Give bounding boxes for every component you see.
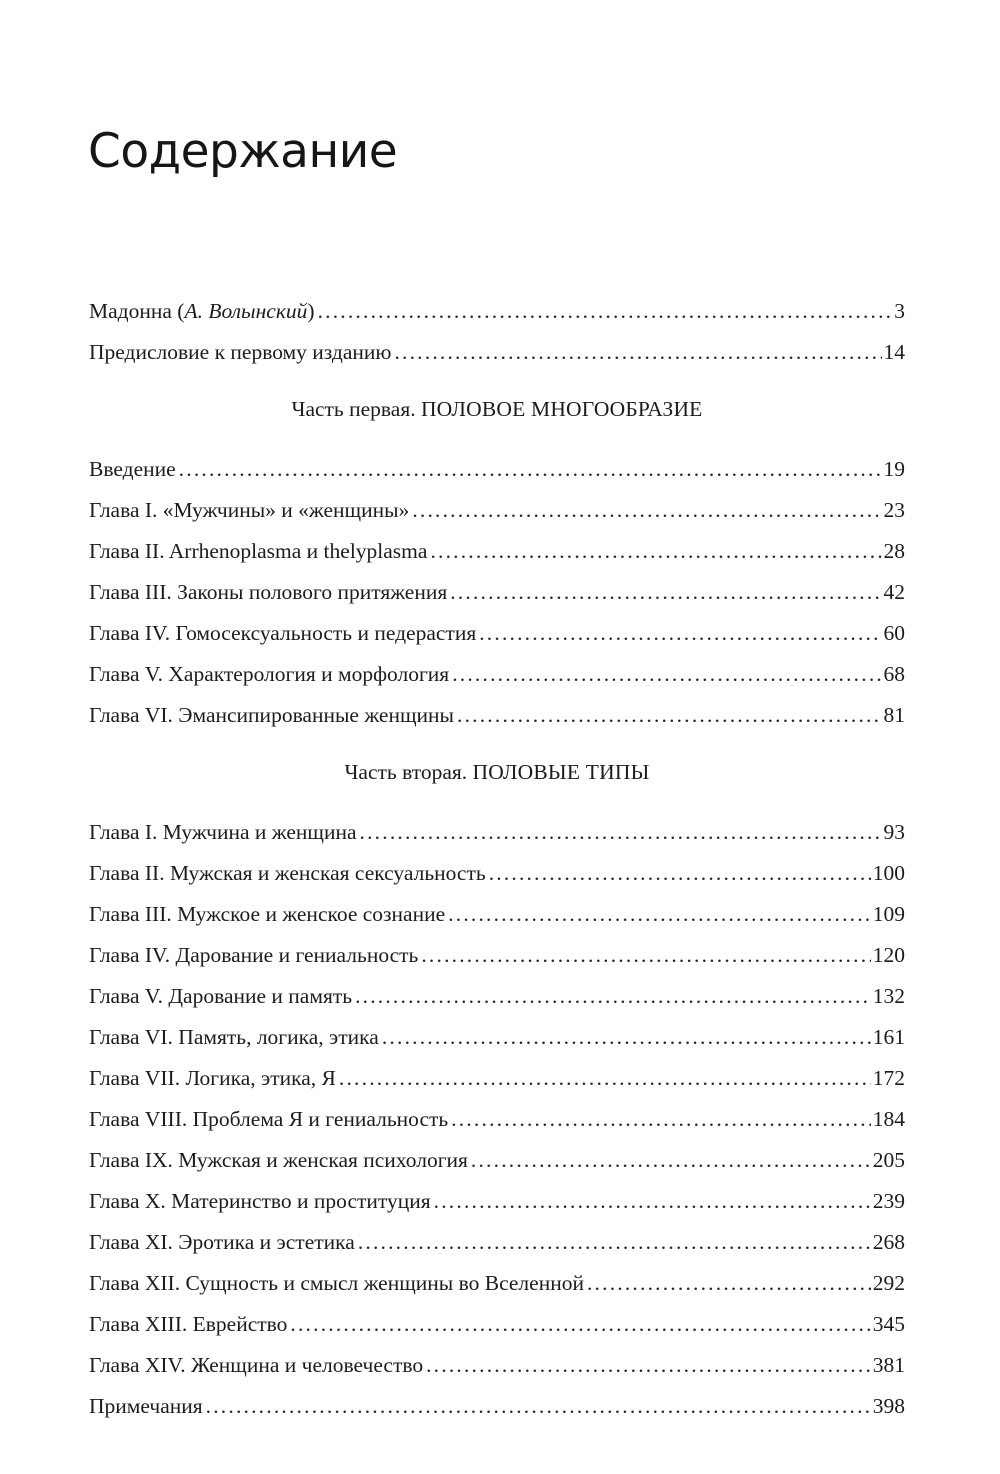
toc-page-number: 292 [872,1271,905,1295]
toc-page-number: 14 [883,340,905,364]
dot-leader [430,532,881,570]
toc-entry [89,1141,905,1182]
toc-page-number: 398 [872,1394,905,1418]
dot-leader [457,696,882,734]
toc-entry [89,491,905,532]
toc-entry-madonna [89,292,905,333]
toc-entry [89,532,905,573]
toc-entry-label: Глава V. Характерология и морфология [89,662,450,686]
toc-page-number: 132 [872,984,905,1008]
dot-leader [412,491,881,529]
toc-entry-label: Глава VI. Память, логика, этика [89,1025,379,1049]
dot-leader [394,333,881,371]
part-heading-1: Часть первая. ПОЛОВОЕ МНОГООБРАЗИЕ [291,397,703,421]
dot-leader [489,854,871,892]
toc-entry-label: Глава VIII. Проблема Я и гениальность [89,1107,449,1131]
part1-entries [89,450,905,737]
toc-entry [89,1346,905,1387]
toc-page-number: 19 [883,457,905,481]
dot-leader [355,977,871,1015]
dot-leader [358,1223,871,1261]
toc-entry-label: Введение [89,457,176,481]
toc-entry-label: Глава XI. Эротика и эстетика [89,1230,355,1254]
dot-leader [290,1305,870,1343]
dot-leader [206,1387,871,1425]
dot-leader [451,1100,871,1138]
toc-entry-label: Глава II. Мужская и женская сексуальность [89,861,486,885]
toc-entry [89,1223,905,1264]
toc-page-number: 268 [872,1230,905,1254]
dot-leader [382,1018,871,1056]
toc-page-number: 172 [872,1066,905,1090]
toc-entry-label: Глава IX. Мужская и женская психология [89,1148,468,1172]
toc-page-number: 60 [883,621,905,645]
toc-entry [89,1305,905,1346]
dot-leader [421,936,870,974]
toc-page-number: 345 [872,1312,905,1336]
toc-page-number: 205 [872,1148,905,1172]
toc-page-number: 184 [872,1107,905,1131]
toc-entry-label: Глава II. Arrhenoplasma и thelyplasma [89,539,428,563]
toc-entry [89,655,905,696]
toc-entry [89,1182,905,1223]
toc-entry-label: Примечания [89,1394,203,1418]
toc-entry [89,1018,905,1059]
dot-leader [318,292,893,330]
toc-page-number: 93 [883,820,905,844]
toc-entry-label: Глава I. Мужчина и женщина [89,820,357,844]
toc-entry [89,854,905,895]
toc-entry [89,1100,905,1141]
dot-leader [450,573,881,611]
dot-leader [179,450,882,488]
toc-page-number: 68 [883,662,905,686]
toc-entry-label: Глава I. «Мужчины» и «женщины» [89,498,410,522]
dot-leader [448,895,871,933]
toc-entry [89,977,905,1018]
dot-leader [434,1182,871,1220]
toc-page-number: 239 [872,1189,905,1213]
toc-entry [89,573,905,614]
toc-page-number: 120 [872,943,905,967]
toc-entry-label: Глава IV. Дарование и гениальность [89,943,419,967]
toc-entry-label: Глава III. Законы полового притяжения [89,580,448,604]
dot-leader [339,1059,871,1097]
toc-entry-label: Глава III. Мужское и женское сознание [89,902,446,926]
toc-page-number: 81 [883,703,905,727]
dot-leader [471,1141,871,1179]
toc-entry [89,1264,905,1305]
dot-leader [479,614,881,652]
toc-entry-label: Глава XIII. Еврейство [89,1312,288,1336]
toc-entry [89,450,905,491]
toc-entry [89,813,905,854]
toc-entry-label: Глава V. Дарование и память [89,984,353,1008]
toc-page-number: 381 [872,1353,905,1377]
toc-entry-label: Глава XII. Сущность и смысл женщины во Вселенной [89,1271,584,1295]
toc-entry [89,1059,905,1100]
toc-entry [89,696,905,737]
toc-page-number: 28 [883,539,905,563]
part2-entries [89,813,905,1428]
dot-leader [360,813,882,851]
toc-entry-label: Глава VII. Логика, этика, Я [89,1066,336,1090]
toc-page-number: 42 [883,580,905,604]
toc-entry [89,895,905,936]
toc-entry-preface [89,333,905,374]
toc-entry-label: Мадонна (А. Волынский) [89,299,315,323]
toc-page-number: 23 [883,498,905,522]
author-name: А. Волынский [184,299,308,323]
toc-entry-label: Глава XIV. Женщина и человечество [89,1353,424,1377]
toc-entry-label: Глава VI. Эмансипированные женщины [89,703,454,727]
dot-leader [587,1264,871,1302]
dot-leader [452,655,881,693]
table-of-contents [89,292,905,1428]
toc-entry-label: Глава IV. Гомосексуальность и педерастия [89,621,477,645]
toc-entry-label: Предисловие к первому изданию [89,340,392,364]
toc-entry [89,614,905,655]
toc-entry [89,1387,905,1428]
toc-entry-label: Глава X. Материнство и проституция [89,1189,431,1213]
page-title: Содержание [88,124,398,179]
toc-page-number: 100 [872,861,905,885]
toc-page-number: 109 [872,902,905,926]
toc-entry [89,936,905,977]
dot-leader [426,1346,871,1384]
part-heading-2: Часть вторая. ПОЛОВЫЕ ТИПЫ [344,760,650,784]
toc-page-number: 161 [872,1025,905,1049]
toc-page-number: 3 [894,299,905,323]
